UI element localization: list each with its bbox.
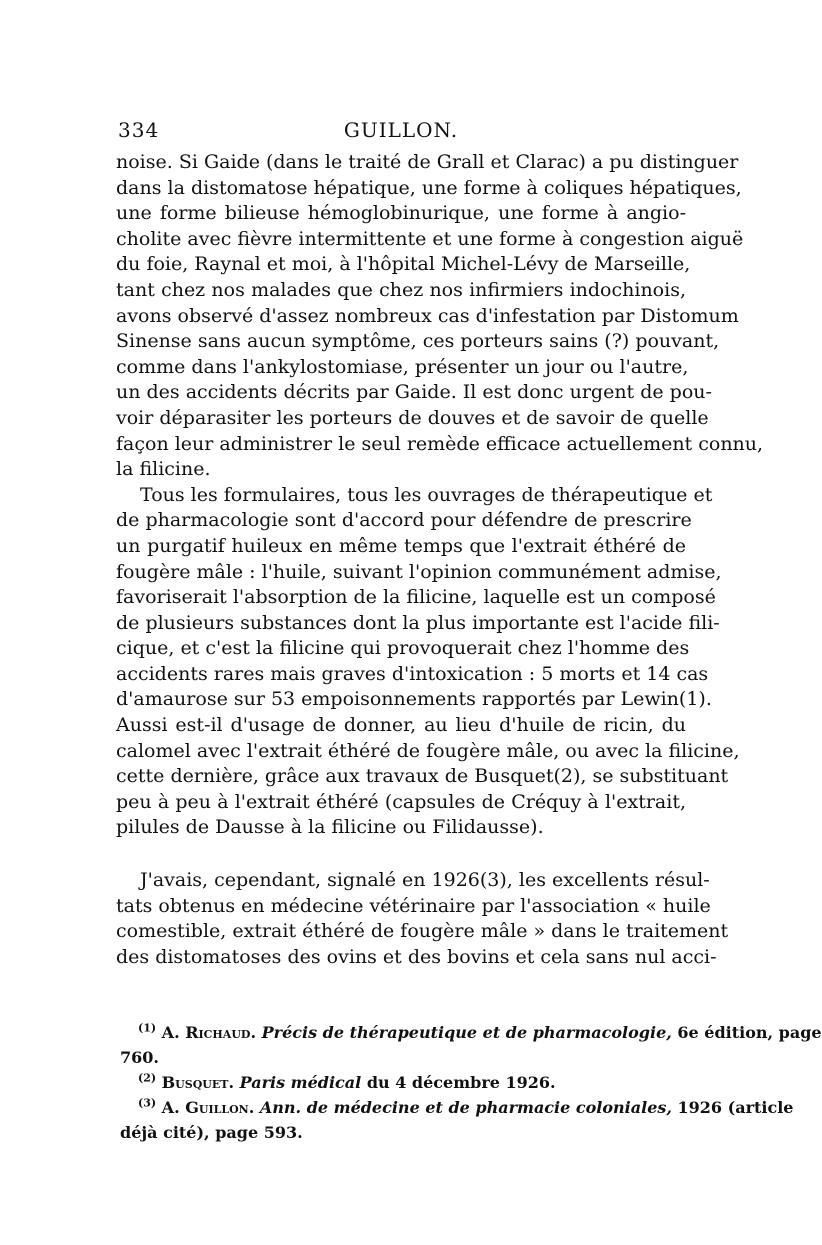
footnote-rest: 6e édition, page [677, 1023, 822, 1042]
text-line: pilules de Dausse à la filicine ou Filidausse). [116, 816, 544, 839]
text-line: favoriserait l'absorption de la filicine, laquelle est un composé [116, 586, 716, 609]
text-line: d'amaurose sur 53 empoisonnements rapportés par Lewin(1). [116, 688, 712, 711]
footnote-title: Ann. de médecine et de pharmacie coloniales, [259, 1098, 672, 1117]
text-line: un des accidents décrits par Gaide. Il est donc urgent de pou- [116, 381, 712, 404]
text-line: dans la distomatose hépatique, une forme à coliques hépatiques, [116, 176, 742, 199]
text-line: fougère mâle : l'huile, suivant l'opinion communément admise, [116, 560, 722, 583]
paragraph-2 [116, 483, 740, 841]
footnote [120, 1070, 686, 1095]
text-line: J'avais, cependant, signalé en 1926(3), les excellents résul- [140, 869, 710, 892]
text-line: la filicine. [116, 458, 211, 481]
running-head: GUILLON. [343, 118, 459, 142]
footnote [120, 1045, 686, 1070]
text-line: comme dans l'ankylostomiase, présenter un jour ou l'autre, [116, 355, 689, 378]
paragraph-3 [116, 868, 729, 970]
footnote-continuation: déjà cité), page 593. [120, 1123, 303, 1142]
text-line: calomel avec l'extrait éthéré de fougère mâle, ou avec la filicine, [116, 739, 740, 762]
text-line: peu à peu à l'extrait éthéré (capsules de Créquy à l'extrait, [116, 790, 686, 813]
text-line: une forme bilieuse hémoglobinurique, une forme à angio- [116, 202, 686, 225]
footnote [120, 1120, 686, 1145]
footnote-author: Busquet. [161, 1073, 235, 1092]
text-line: cholite avec fièvre intermittente et une forme à congestion aiguë [116, 227, 744, 250]
text-line: accidents rares mais graves d'intoxication : 5 morts et 14 cas [116, 662, 709, 685]
paragraph-1 [116, 150, 764, 483]
text-line: des distomatoses des ovins et des bovins et cela sans nul acci- [116, 945, 717, 968]
text-line: façon leur administrer le seul remède efficace actuellement connu, [116, 432, 764, 455]
footnote-rest: du 4 décembre 1926. [366, 1073, 556, 1092]
footnote-rest: 1926 (article [677, 1098, 794, 1117]
footnote [120, 1095, 794, 1120]
text-line: comestible, extrait éthéré de fougère mâle » dans le traitement [116, 920, 729, 943]
text-line: Sinense sans aucun symptôme, ces porteurs sains (?) pouvant, [116, 330, 720, 353]
text-line: cique, et c'est la filicine qui provoquerait chez l'homme des [116, 637, 690, 660]
text-line: cette dernière, grâce aux travaux de Busquet(2), se substituant [116, 765, 729, 788]
page-header [118, 118, 684, 144]
footnote-continuation: 760. [120, 1048, 159, 1067]
text-line: de pharmacologie sont d'accord pour défendre de prescrire [116, 509, 692, 532]
text-line: tats obtenus en médecine vétérinaire par l'association « huile [116, 894, 711, 917]
footnote-marker: (1) [138, 1021, 157, 1035]
footnote-title: Paris médical [239, 1073, 362, 1092]
text-line: Tous les formulaires, tous les ouvrages de thérapeutique et [140, 483, 713, 506]
text-line: un purgatif huileux en même temps que l'extrait éthéré de [116, 534, 686, 557]
footnote-author: A. Guillon. [161, 1098, 255, 1117]
text-line: du foie, Raynal et moi, à l'hôpital Michel-Lévy de Marseille, [116, 253, 691, 276]
footnote-author: A. Richaud. [161, 1023, 257, 1042]
footnote-title: Précis de thérapeutique et de pharmacologie, [261, 1023, 672, 1042]
footnote-marker: (2) [138, 1071, 157, 1085]
text-line: noise. Si Gaide (dans le traité de Grall et Clarac) a pu distinguer [116, 151, 739, 173]
footnote [120, 1020, 822, 1045]
body-text [116, 150, 764, 970]
page-number: 334 [118, 118, 160, 142]
text-line: avons observé d'assez nombreux cas d'infestation par Distomum [116, 304, 739, 327]
text-line: tant chez nos malades que chez nos infirmiers indochinois, [116, 278, 686, 301]
text-line: de plusieurs substances dont la plus importante est l'acide fili- [116, 611, 720, 634]
footnote-marker: (3) [138, 1096, 157, 1110]
footnotes [120, 1020, 822, 1145]
text-line: Aussi est-il d'usage de donner, au lieu d'huile de ricin, du [116, 714, 686, 737]
text-line: voir déparasiter les porteurs de douves et de savoir de quelle [116, 406, 709, 429]
